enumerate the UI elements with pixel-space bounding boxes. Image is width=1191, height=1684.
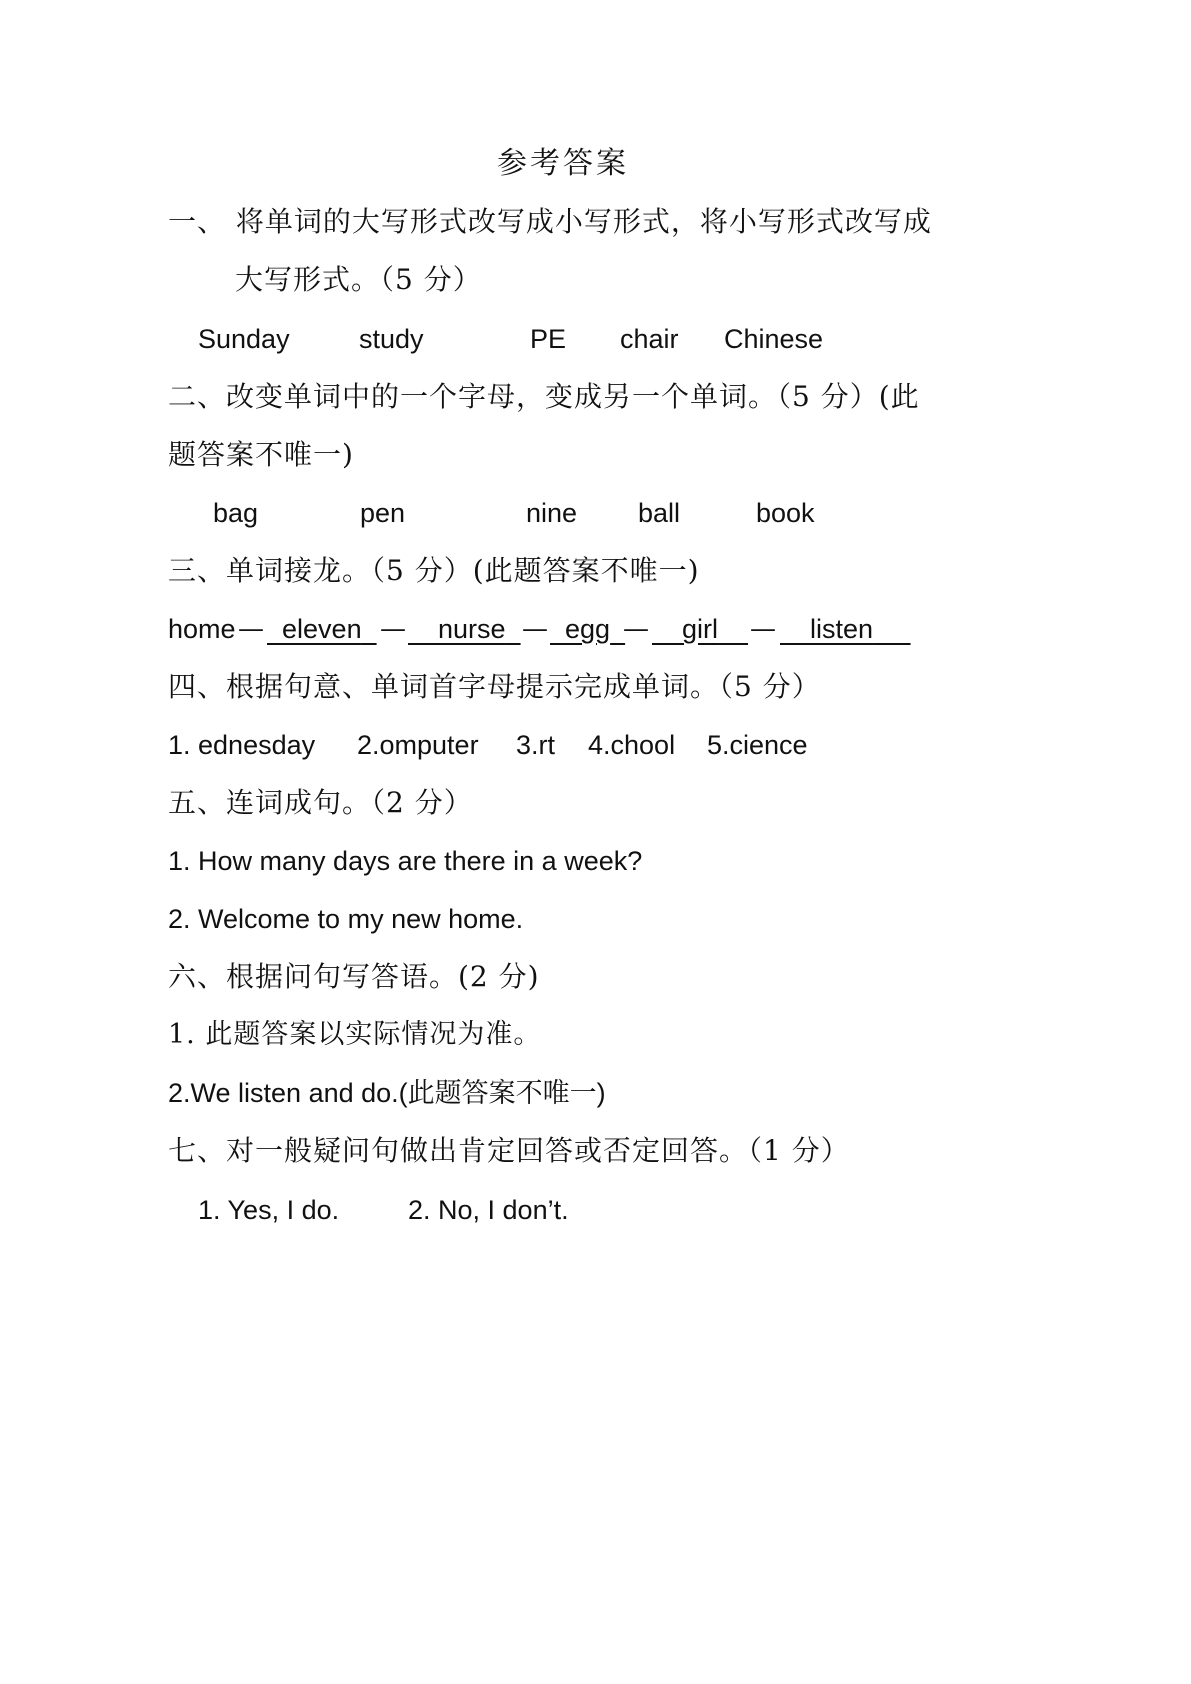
answer-sentence: 1. 此题答案以实际情况为准。 [168, 1019, 542, 1050]
answer-sentence: 2.We listen and do.(此题答案不唯一) [168, 1078, 606, 1108]
section-7-heading: 七、对一般疑问句做出肯定回答或否定回答。（1 分） [168, 1134, 850, 1167]
chain-dash: — [623, 614, 649, 644]
answer-sentence: 1. Yes, I do. [198, 1195, 340, 1225]
section-3-heading: 三、单词接龙。（5 分）(此题答案不唯一) [168, 554, 700, 587]
chain-answer: egg [565, 614, 611, 644]
answer-word: book [756, 498, 815, 528]
answer-sentence: 2. Welcome to my new home. [168, 904, 524, 934]
chain-answer: nurse [438, 614, 506, 644]
chain-answer: listen [810, 614, 874, 644]
answer-item: 3.rt [516, 730, 556, 760]
answer-item: 5.cience [707, 730, 808, 760]
answer-word: bag [213, 498, 259, 528]
answer-word: PE [530, 324, 567, 354]
answer-word: study [359, 324, 424, 354]
answer-word: chair [620, 324, 679, 354]
section-2-heading: 二、改变单词中的一个字母，变成另一个单词。（5 分）(此 [168, 380, 920, 413]
chain-dash: — [750, 614, 776, 644]
answer-item: 4.chool [588, 730, 676, 760]
answer-word: ball [638, 498, 681, 528]
chain-answer: eleven [282, 614, 362, 644]
page-title: 参考答案 [497, 146, 629, 181]
chain-dash: — [380, 614, 406, 644]
chain-answer: girl [682, 614, 719, 644]
answer-item: 2.omputer [357, 730, 479, 760]
answer-word: Chinese [724, 324, 824, 354]
chain-dash: — [238, 614, 264, 644]
chain-start-word: home [168, 614, 236, 644]
answer-word: pen [360, 498, 406, 528]
answer-sentence: 2. No, I don’t. [408, 1195, 569, 1225]
section-2-heading-cont: 题答案不唯一) [168, 438, 354, 471]
section-4-heading: 四、根据句意、单词首字母提示完成单词。（5 分） [168, 670, 821, 703]
section-1-heading-cont: 大写形式。（5 分） [235, 263, 482, 296]
answer-item: 1. ednesday [168, 730, 316, 760]
chain-dash: — [522, 614, 548, 644]
section-5-heading: 五、连词成句。（2 分） [168, 786, 473, 819]
answer-sentence: 1. How many days are there in a week? [168, 846, 643, 876]
section-1-heading: 一、 将单词的大写形式改写成小写形式，将小写形式改写成 [168, 205, 932, 238]
answer-word: nine [526, 498, 578, 528]
answer-word: Sunday [198, 324, 290, 354]
section-6-heading: 六、根据问句写答语。(2 分) [168, 960, 540, 993]
